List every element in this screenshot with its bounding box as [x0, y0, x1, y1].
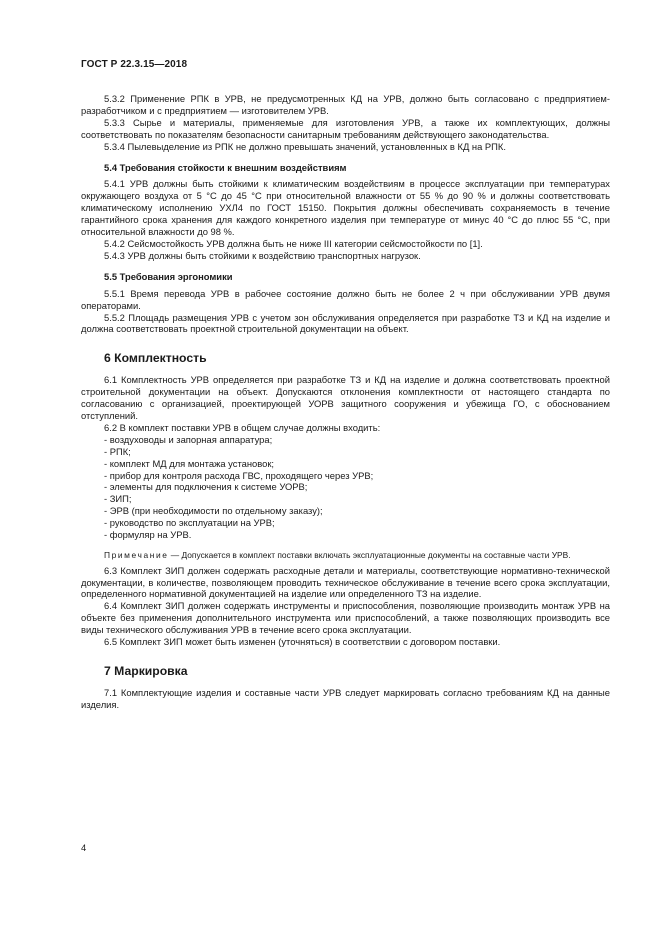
clause-5-3-4: 5.3.4 Пылевыделение из РПК не должно превышать значений, установленных в КД на РПК. [104, 140, 506, 152]
delivery-list [81, 434, 610, 541]
clause-7-1: 7.1 Комплектующие изделия и составные части УРВ следует маркировать согласно требованиям КД на данные изделия. [81, 686, 610, 710]
heading-5-4: 5.4 Требования стойкости к внешним воздействиям [104, 161, 347, 173]
list-item: - элементы для подключения к системе УОРВ; [104, 481, 308, 493]
clause-6-2: 6.2 В комплект поставки УРВ в общем случае должны входить: [104, 421, 381, 433]
list-item: - воздуховоды и запорная аппаратура; [104, 433, 273, 445]
clause-5-3-2: 5.3.2 Применение РПК в УРВ, не предусмотренных КД на УРВ, должно быть согласовано с предприятием-разработчиком и с предприятием — изготовителем УРВ. [81, 93, 610, 116]
clause-5-4-1: 5.4.1 УРВ должны быть стойкими к климатическим воздействиям в процессе эксплуатации при температурах окружающего воздуха от 5 °С до 45 °С при относительной влажности от 55 % до 90 % и должны соответствовать климатическому исполнению УХЛ4 по ГОСТ 15150. Покрытия должны обеспечивать сохраняемость в течение гарантийного срока хранения для каждого конкретного изделия при температуре от минус 40 °С до плюс 55 °С, при относительной влажности до 98 %. [81, 178, 610, 238]
list-item: - РПК; [104, 445, 131, 457]
clause-5-4-2: 5.4.2 Сейсмостойкость УРВ должна быть не ниже III категории сейсмостойкости по [1]. [104, 237, 483, 249]
clause-6-5: 6.5 Комплект ЗИП может быть изменен (уточняться) в соответствии с договором поставки. [104, 636, 501, 648]
page-content [81, 93, 610, 711]
clause-5-4-3: 5.4.3 УРВ должны быть стойкими к воздействию транспортных нагрузок. [104, 249, 421, 261]
list-item: - формуляр на УРВ. [104, 529, 192, 541]
list-item: - ЗИП; [104, 493, 132, 505]
page-number: 4 [81, 842, 87, 853]
list-item: - комплект МД для монтажа установок; [104, 457, 275, 469]
clause-5-5-1: 5.5.1 Время перевода УРВ в рабочее состояние должно быть не более 2 ч при обслуживании УРВ двумя операторами. [81, 287, 610, 311]
clause-6-1: 6.1 Комплектность УРВ определяется при разработке ТЗ и КД на изделие и должна соответствовать проектной строительной документации на объект. Допускаются отклонения комплектности от настоящего стандарта по согласованию с организацией, проектирующей УОРВ защитного сооружения и убежища ГО, с обоснованием отступлений. [81, 374, 610, 422]
clause-6-4: 6.4 Комплект ЗИП должен содержать инструменты и приспособления, позволяющие производить монтаж УРВ на объекте без применения дополнительного инструмента или приспособлений, а также позволяющих производить все виды технического обслуживания УРВ в течение всего срока эксплуатации. [81, 600, 610, 636]
note [81, 550, 610, 561]
heading-7: 7 Маркировка [104, 663, 188, 678]
clause-5-5-2: 5.5.2 Площадь размещения УРВ с учетом зон обслуживания определяется при разработке ТЗ и КД на изделие и должна соответствовать проектной строительной документации на объект. [81, 311, 610, 335]
note-text: — Допускается в комплект поставки включать эксплуатационные документы на составные части УРВ. [168, 550, 571, 560]
standard-code-header: ГОСТ Р 22.3.15—2018 [81, 59, 188, 70]
note-label: Примечание [104, 550, 169, 560]
list-item: - руководство по эксплуатации на УРВ; [104, 517, 275, 529]
heading-6: 6 Комплектность [104, 351, 207, 366]
list-item: - прибор для контроля расхода ГВС, проходящего через УРВ; [104, 469, 374, 481]
list-item: - ЭРВ (при необходимости по отдельному заказу); [104, 505, 323, 517]
clause-5-3-3: 5.3.3 Сырье и материалы, применяемые для изготовления УРВ, а также их комплектующих, должны соответствовать по показателям безопасности санитарным требованиям действующего законодательства. [81, 116, 610, 140]
heading-5-5: 5.5 Требования эргономики [104, 270, 233, 282]
clause-6-3: 6.3 Комплект ЗИП должен содержать расходные детали и материалы, соответствующие нормативно-технической документации, в количестве, позволяющем проводить техническое обслуживание в течение всего срока эксплуатации, определенного нормативной документацией на изделие или определенного ТЗ на изделие. [81, 564, 610, 600]
